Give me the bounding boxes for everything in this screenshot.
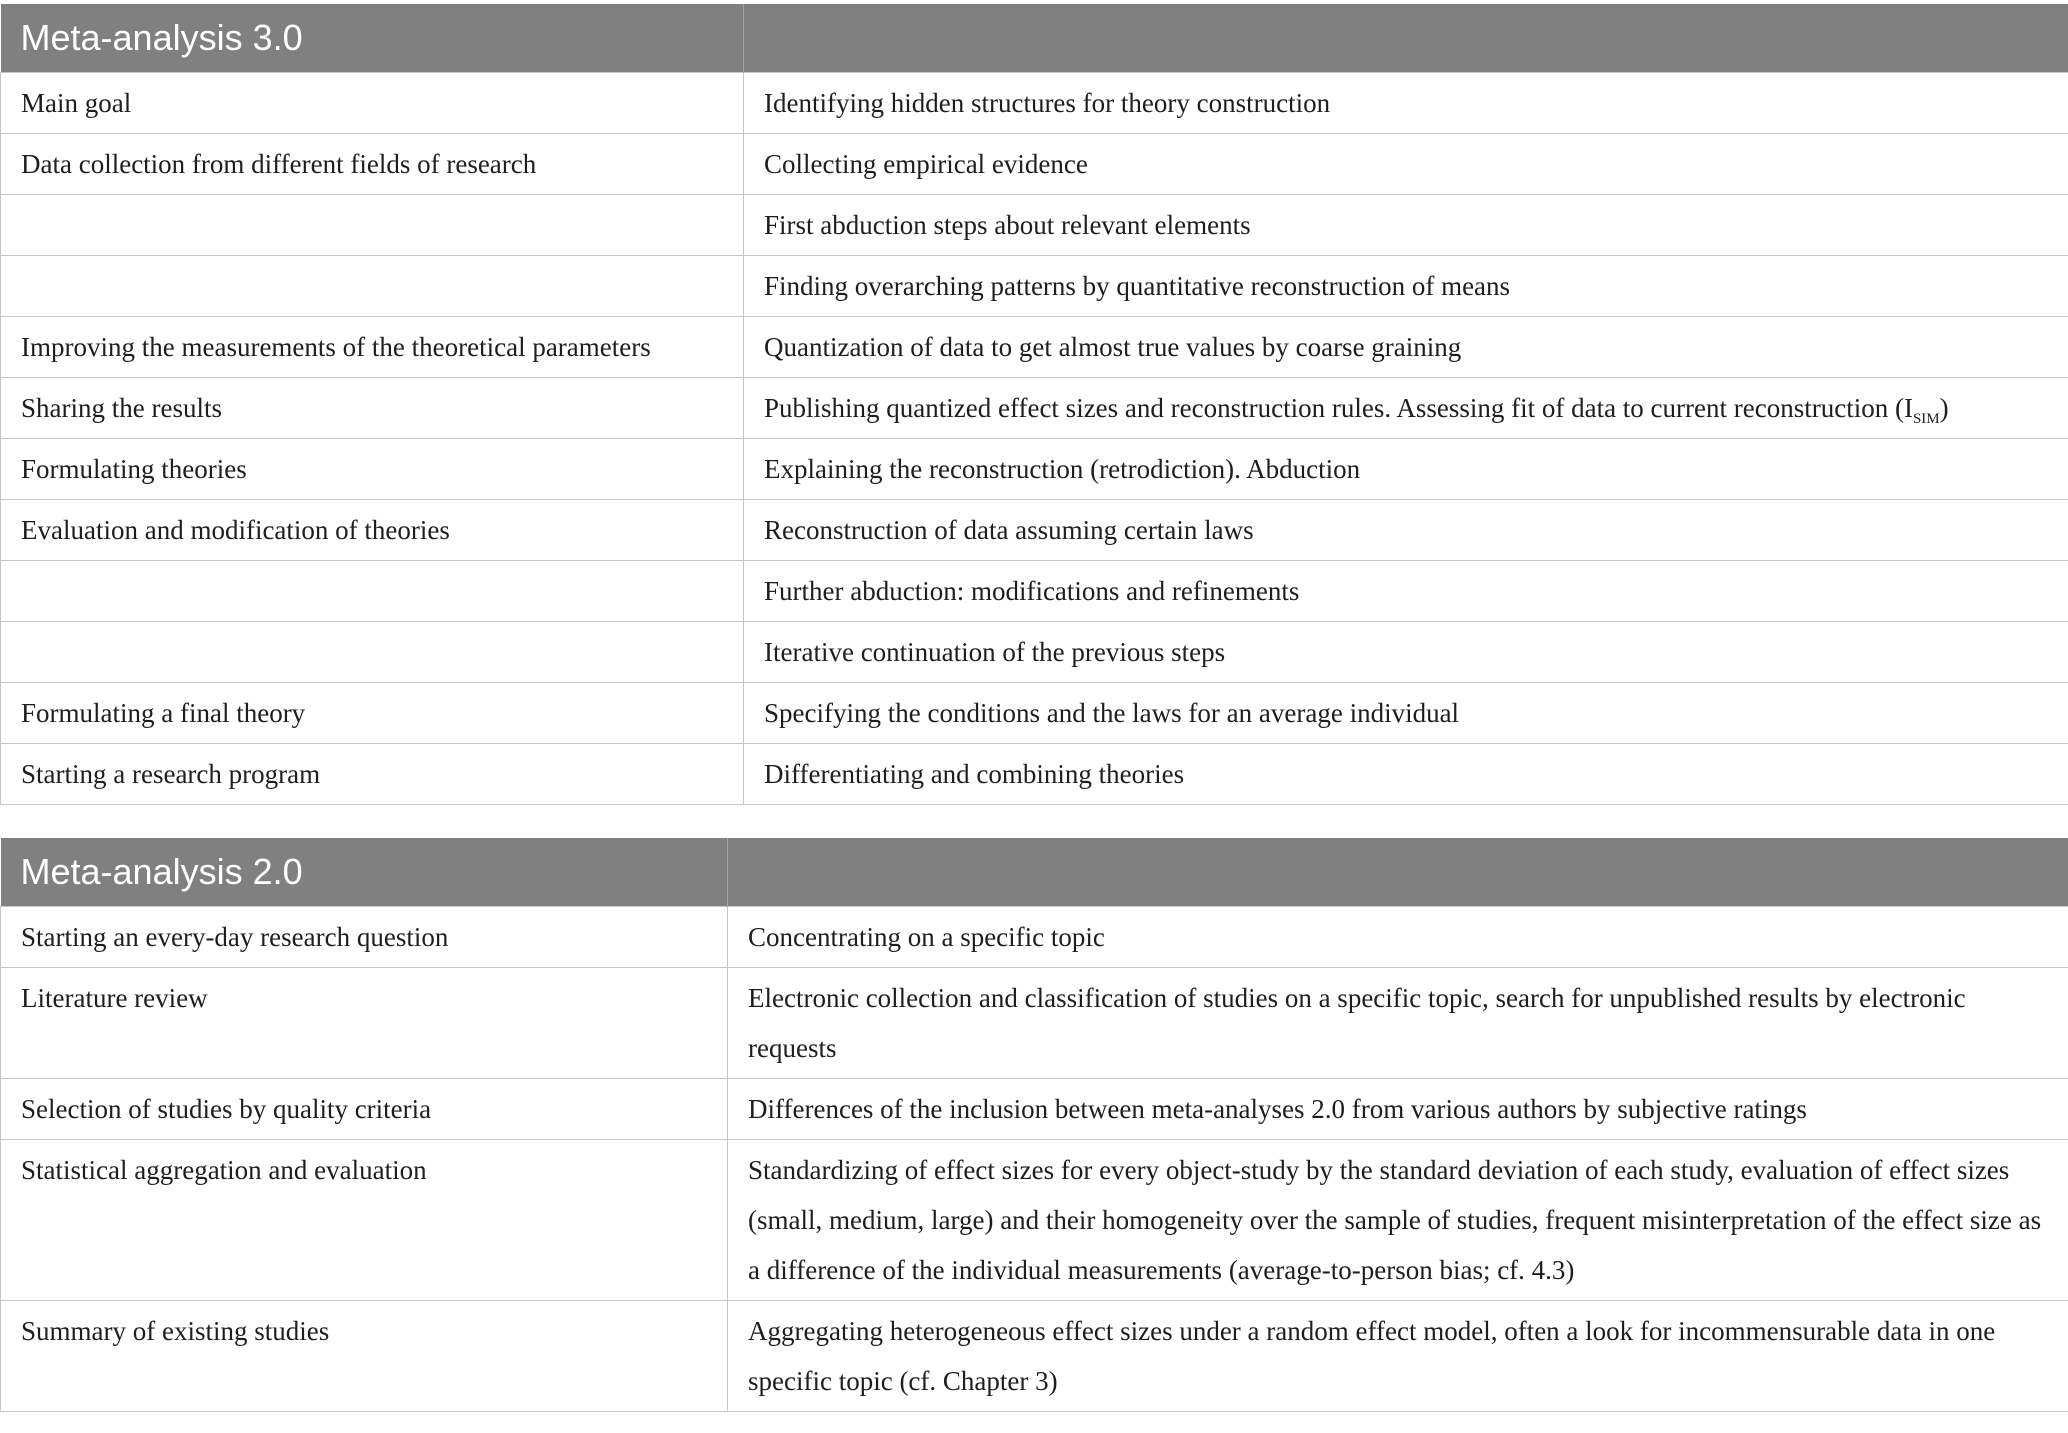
row-description-text: Publishing quantized effect sizes and reconstruction rules. Assessing fit of data to current reconstruction (I	[764, 393, 1913, 423]
table-row	[1, 968, 2068, 1079]
row-description: Explaining the reconstruction (retrodiction). Abduction	[744, 439, 2068, 500]
row-label: Evaluation and modification of theories	[1, 500, 744, 561]
row-label: Literature review	[1, 968, 728, 1079]
table-row	[1, 622, 2068, 683]
table-row	[1, 1301, 2068, 1412]
row-description	[744, 378, 2068, 439]
row-description: Further abduction: modifications and refinements	[744, 561, 2068, 622]
row-description: First abduction steps about relevant elements	[744, 195, 2068, 256]
row-label	[1, 256, 744, 317]
table-row	[1, 317, 2068, 378]
table-row	[1, 73, 2068, 134]
table-row	[1, 500, 2068, 561]
row-description: Differences of the inclusion between meta-analyses 2.0 from various authors by subjective ratings	[728, 1079, 2068, 1140]
table-row	[1, 439, 2068, 500]
table-row	[1, 907, 2068, 968]
row-label: Improving the measurements of the theoretical parameters	[1, 317, 744, 378]
row-description: Aggregating heterogeneous effect sizes under a random effect model, often a look for incommensurable data in one specific topic (cf. Chapter 3)	[728, 1301, 2068, 1412]
row-label: Selection of studies by quality criteria	[1, 1079, 728, 1140]
row-description: Electronic collection and classification of studies on a specific topic, search for unpublished results by electronic requests	[728, 968, 2068, 1079]
row-description: Specifying the conditions and the laws for an average individual	[744, 683, 2068, 744]
row-description: Reconstruction of data assuming certain laws	[744, 500, 2068, 561]
row-label: Sharing the results	[1, 378, 744, 439]
table-header-row	[1, 838, 2068, 907]
table-row	[1, 561, 2068, 622]
table-row	[1, 378, 2068, 439]
row-label	[1, 561, 744, 622]
row-label: Formulating a final theory	[1, 683, 744, 744]
row-description: Finding overarching patterns by quantitative reconstruction of means	[744, 256, 2068, 317]
table-header-row	[1, 4, 2068, 73]
row-description-closing: )	[1939, 393, 1949, 423]
table-row	[1, 256, 2068, 317]
table-row	[1, 1079, 2068, 1140]
table-row	[1, 134, 2068, 195]
meta-analysis-2-table	[0, 838, 2068, 1412]
row-label: Statistical aggregation and evaluation	[1, 1140, 728, 1301]
row-label: Starting a research program	[1, 744, 744, 805]
table-row	[1, 195, 2068, 256]
row-description: Collecting empirical evidence	[744, 134, 2068, 195]
table-title: Meta-analysis 2.0	[1, 838, 728, 907]
row-description: Concentrating on a specific topic	[728, 907, 2068, 968]
row-description: Quantization of data to get almost true values by coarse graining	[744, 317, 2068, 378]
row-description: Differentiating and combining theories	[744, 744, 2068, 805]
meta-analysis-3-table	[0, 4, 2068, 805]
row-label: Data collection from different fields of research	[1, 134, 744, 195]
row-label: Main goal	[1, 73, 744, 134]
row-label: Formulating theories	[1, 439, 744, 500]
row-label: Summary of existing studies	[1, 1301, 728, 1412]
row-description: Identifying hidden structures for theory construction	[744, 73, 2068, 134]
table-header-empty-cell	[744, 4, 2068, 73]
table-row	[1, 683, 2068, 744]
row-label: Starting an every-day research question	[1, 907, 728, 968]
table-title: Meta-analysis 3.0	[1, 4, 744, 73]
row-label	[1, 622, 744, 683]
table-header-empty-cell	[728, 838, 2068, 907]
row-label	[1, 195, 744, 256]
subscript-sim: SIM	[1912, 411, 1940, 427]
table-row	[1, 1140, 2068, 1301]
table-row	[1, 744, 2068, 805]
row-description: Iterative continuation of the previous steps	[744, 622, 2068, 683]
row-description: Standardizing of effect sizes for every object-study by the standard deviation of each study, evaluation of effect sizes (small, medium, large) and their homogeneity over the sample of studies, frequent misinterpretation of the effect size as a difference of the individual measurements (average-to-person bias; cf. 4.3)	[728, 1140, 2068, 1301]
